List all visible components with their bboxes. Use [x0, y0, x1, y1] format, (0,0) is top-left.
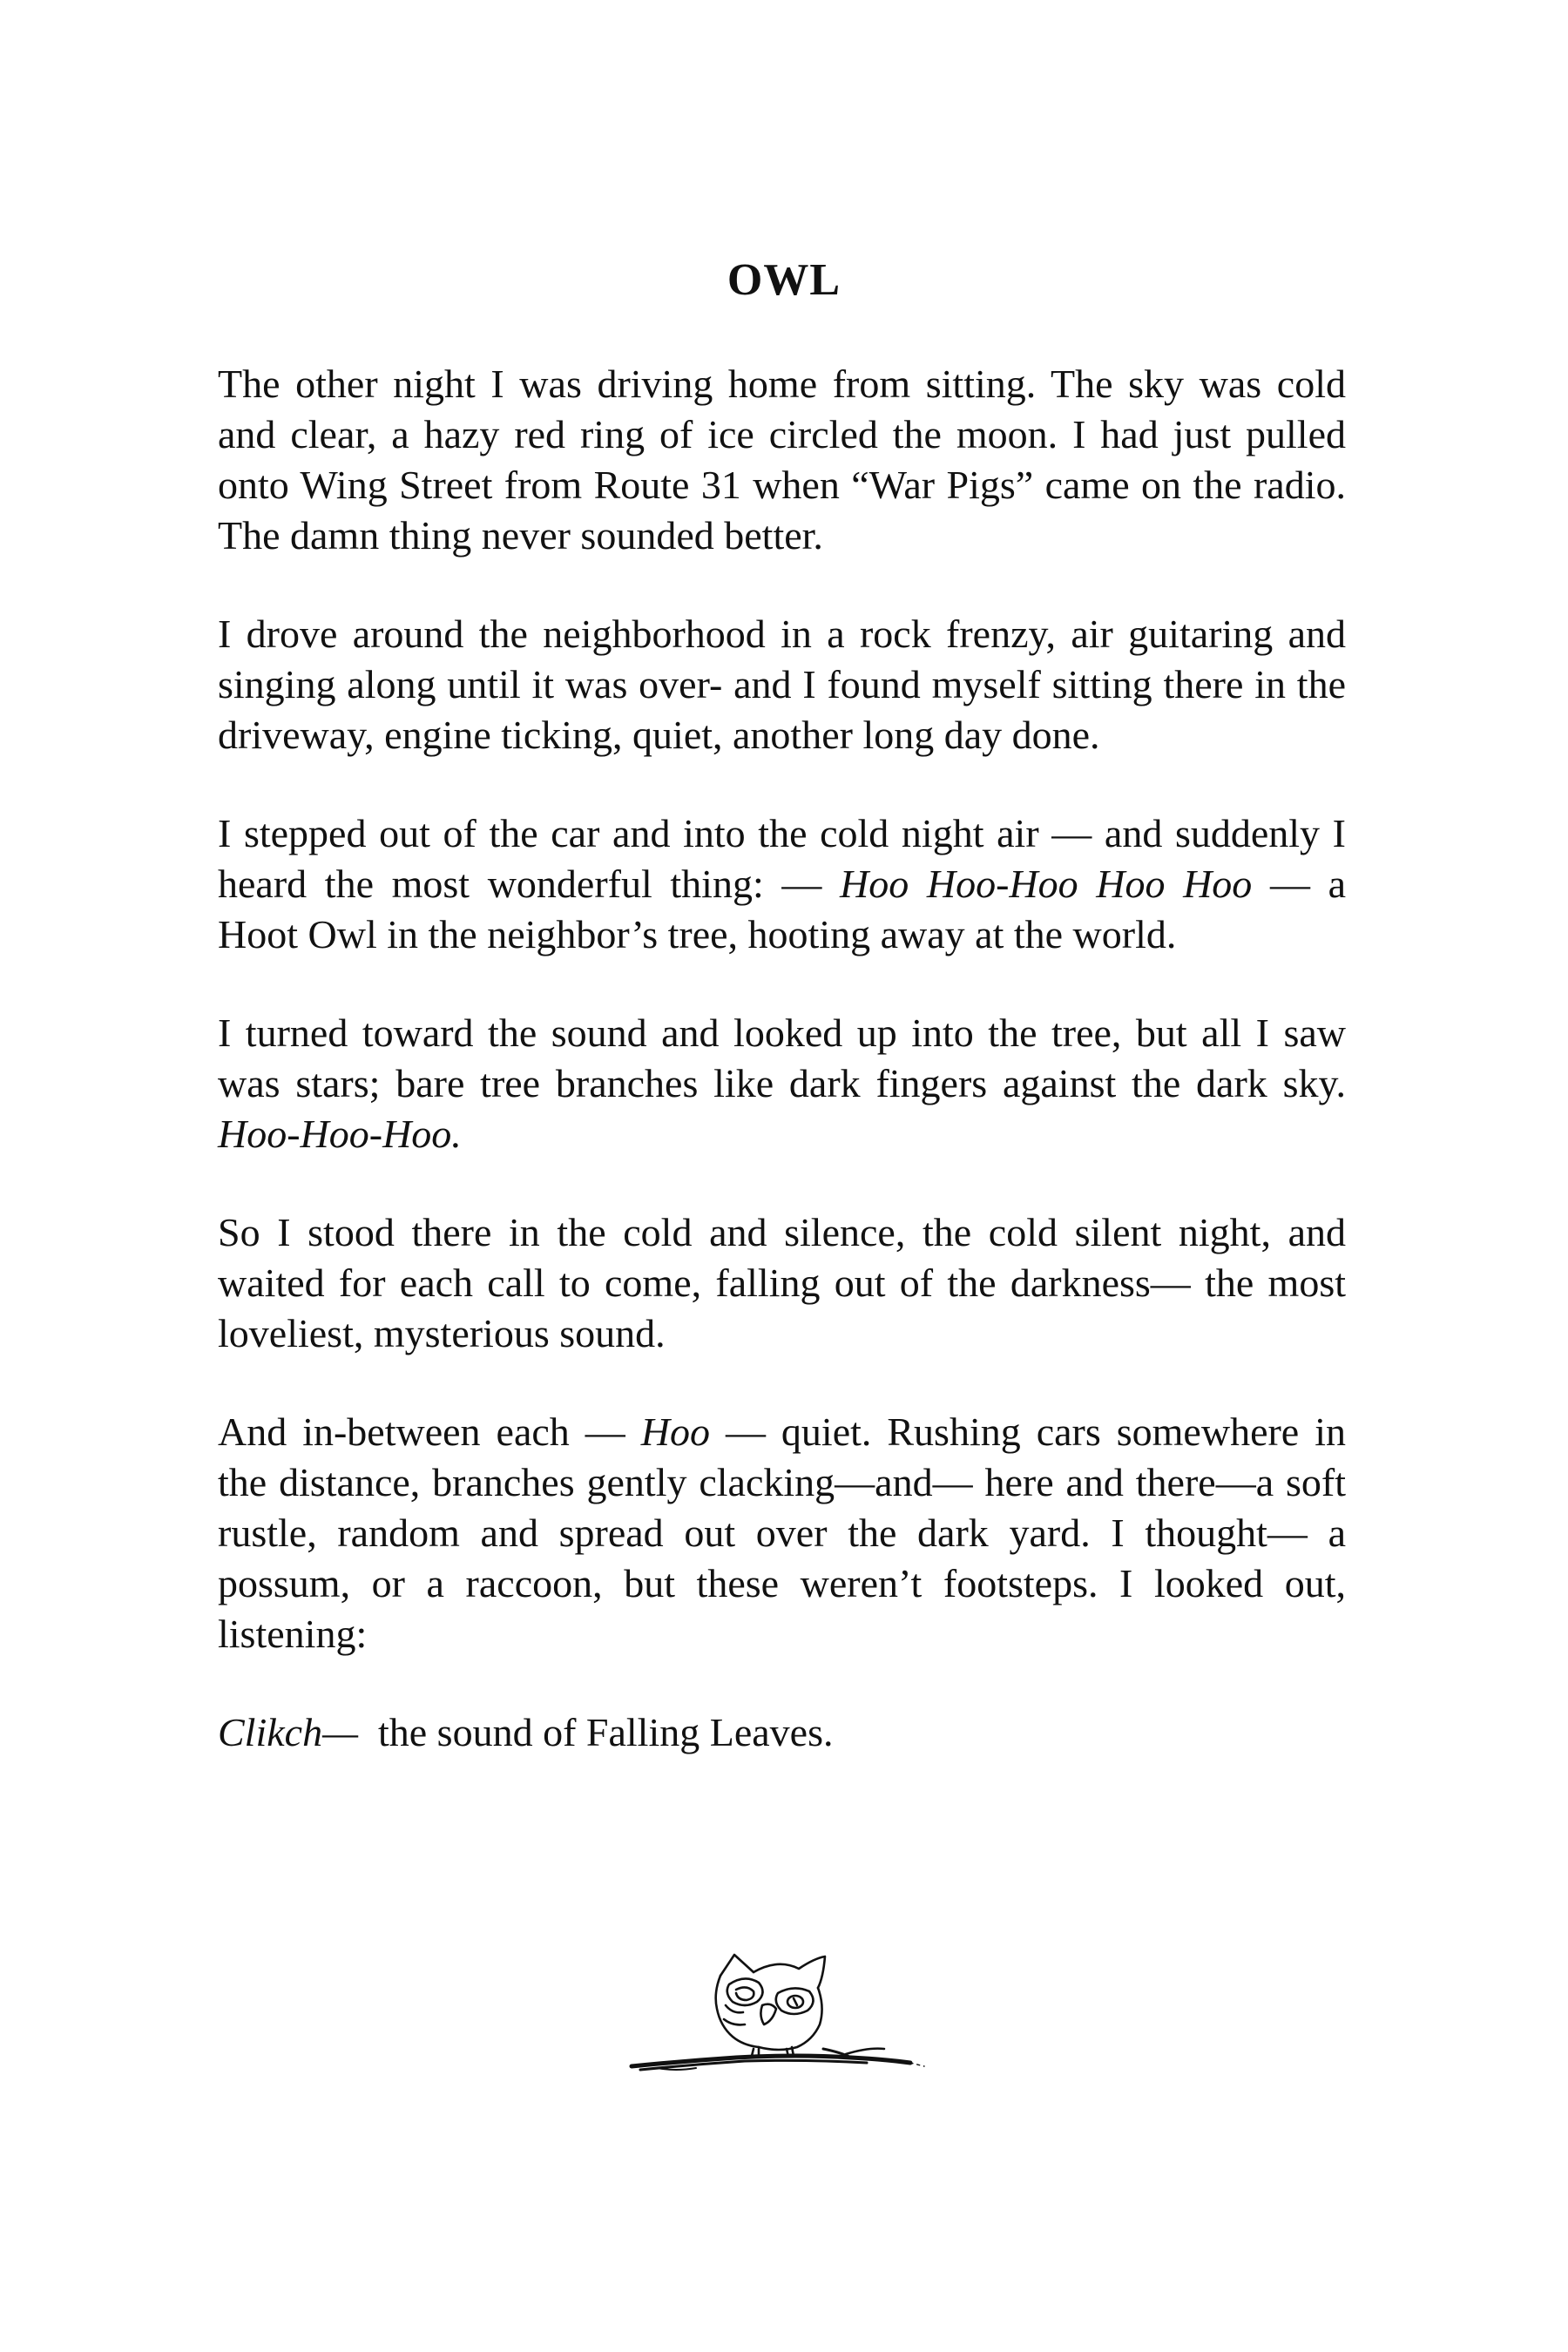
- owl-on-branch-drawing-icon: [623, 1951, 936, 2091]
- paragraph-1: [218, 359, 1346, 561]
- paragraph-text: The other night I was driving home from sitting. The sky was cold and clear, a hazy red ring of ice circled the moon. I had just pulled onto Wing Street from Route 31 when “War Pigs” came on the radio. The damn thing never sounded better.: [218, 362, 1346, 558]
- paragraph-text-start: I stepped out of the car and into the cold night air — and suddenly I heard the most wonderful thing: —: [218, 811, 1346, 906]
- paragraph-5: [218, 1207, 1346, 1359]
- page-title: OWL: [727, 255, 841, 305]
- owl-call-italic: Hoo-Hoo-Hoo.: [218, 1112, 462, 1156]
- paragraph-text-start: And in-between each —: [218, 1409, 641, 1454]
- paragraph-6: [218, 1407, 1346, 1659]
- paragraph-text-end: — quiet. Rushing cars somewhere in the distance, branches gently clacking—and— here and there—a soft rustle, random and spread out over the dark yard. I thought— a possum, or a raccoon, but these weren’t footsteps. I looked out, listening:: [218, 1409, 1346, 1656]
- paragraph-3: [218, 808, 1346, 960]
- paragraph-text: I drove around the neighborhood in a rock frenzy, air guitaring and singing along until it was over- and I found myself sitting there in the driveway, engine ticking, quiet, another long day done.: [218, 612, 1346, 757]
- paragraph-text-end: — a Hoot Owl in the neighbor’s tree, hooting away at the world.: [218, 862, 1346, 956]
- owl-call-italic: Hoo: [640, 1409, 710, 1454]
- paragraph-7: [218, 1707, 1346, 1758]
- poem-body: [218, 359, 1346, 1806]
- sound-italic: Clikch—: [218, 1710, 358, 1754]
- paragraph-4: [218, 1008, 1346, 1159]
- owl-call-italic: Hoo Hoo-Hoo Hoo Hoo: [840, 862, 1253, 906]
- paragraph-text-end: the sound of Falling Leaves.: [357, 1710, 834, 1754]
- paragraph-text: So I stood there in the cold and silence, the cold silent night, and waited for each call to come, falling out of the darkness— the most loveliest, mysterious sound.: [218, 1210, 1346, 1355]
- paragraph-2: [218, 609, 1346, 760]
- paragraph-text-start: I turned toward the sound and looked up into the tree, but all I saw was stars; bare tree branches like dark fingers against the dark sky.: [218, 1010, 1346, 1105]
